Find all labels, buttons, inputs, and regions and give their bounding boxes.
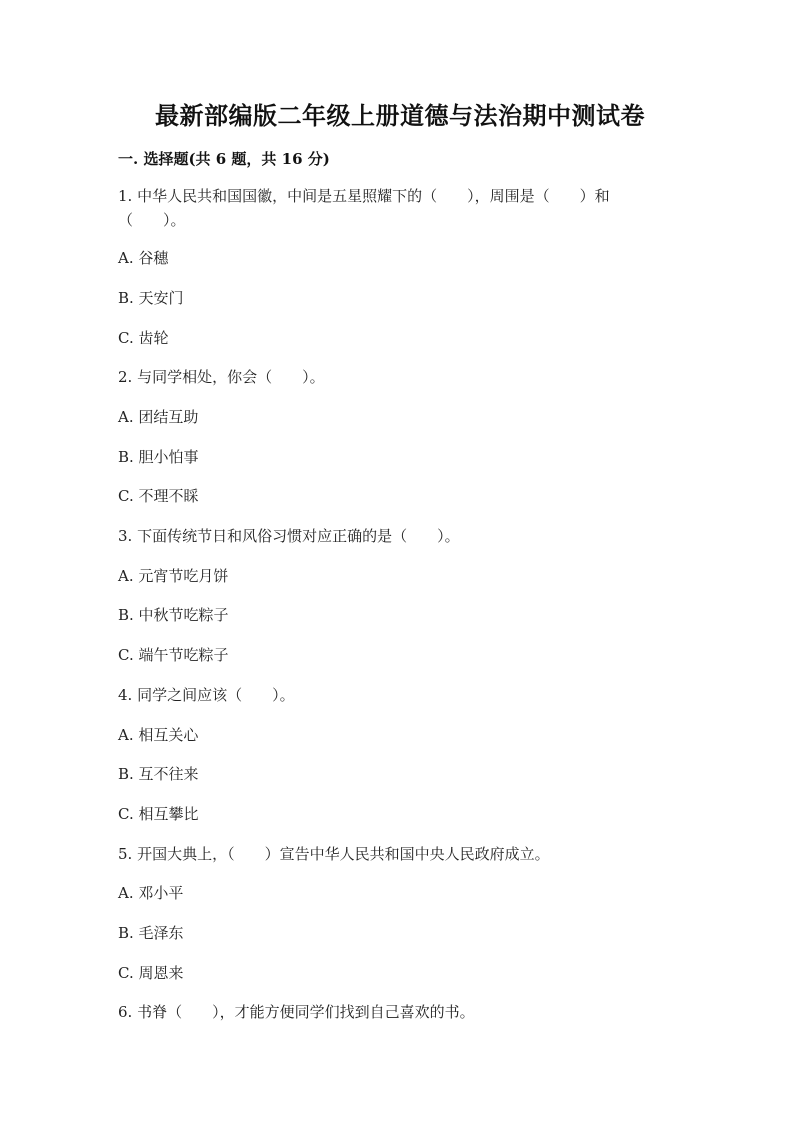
question-3-stem: 3. 下面传统节日和风俗习惯对应正确的是（ ）。 — [118, 527, 460, 545]
question-1-stem — [118, 184, 658, 232]
question-1-stem-line2: （ ）。 — [118, 211, 186, 229]
question-3-option-a: A. 元宵节吃月饼 — [118, 567, 229, 585]
question-2-option-a: A. 团结互助 — [118, 408, 199, 426]
question-4-option-c: C. 相互攀比 — [118, 805, 199, 823]
question-5-option-a: A. 邓小平 — [118, 884, 184, 902]
question-4-stem: 4. 同学之间应该（ ）。 — [118, 686, 295, 704]
section-heading: 一. 选择题(共 6 题，共 16 分) — [118, 150, 330, 168]
question-3-option-b: B. 中秋节吃粽子 — [118, 606, 229, 624]
question-2-option-c: C. 不理不睬 — [118, 487, 199, 505]
question-3-option-c: C. 端午节吃粽子 — [118, 646, 229, 664]
question-5-option-c: C. 周恩来 — [118, 964, 184, 982]
question-5-stem: 5. 开国大典上，（ ）宣告中华人民共和国中央人民政府成立。 — [118, 845, 550, 863]
page-title: 最新部编版二年级上册道德与法治期中测试卷 — [155, 101, 645, 130]
question-4-option-a: A. 相互关心 — [118, 726, 199, 744]
question-1-option-a: A. 谷穗 — [118, 249, 169, 267]
question-2-option-b: B. 胆小怕事 — [118, 448, 199, 466]
question-2-stem: 2. 与同学相处，你会（ ）。 — [118, 368, 325, 386]
question-5-option-b: B. 毛泽东 — [118, 924, 184, 942]
question-6-stem: 6. 书脊（ ），才能方便同学们找到自己喜欢的书。 — [118, 1003, 475, 1021]
question-1-option-b: B. 天安门 — [118, 289, 184, 307]
question-4-option-b: B. 互不往来 — [118, 765, 199, 783]
question-1-stem-line1: 1. 中华人民共和国国徽，中间是五星照耀下的（ ），周围是（ ）和 — [118, 187, 610, 205]
question-1-option-c: C. 齿轮 — [118, 329, 169, 347]
